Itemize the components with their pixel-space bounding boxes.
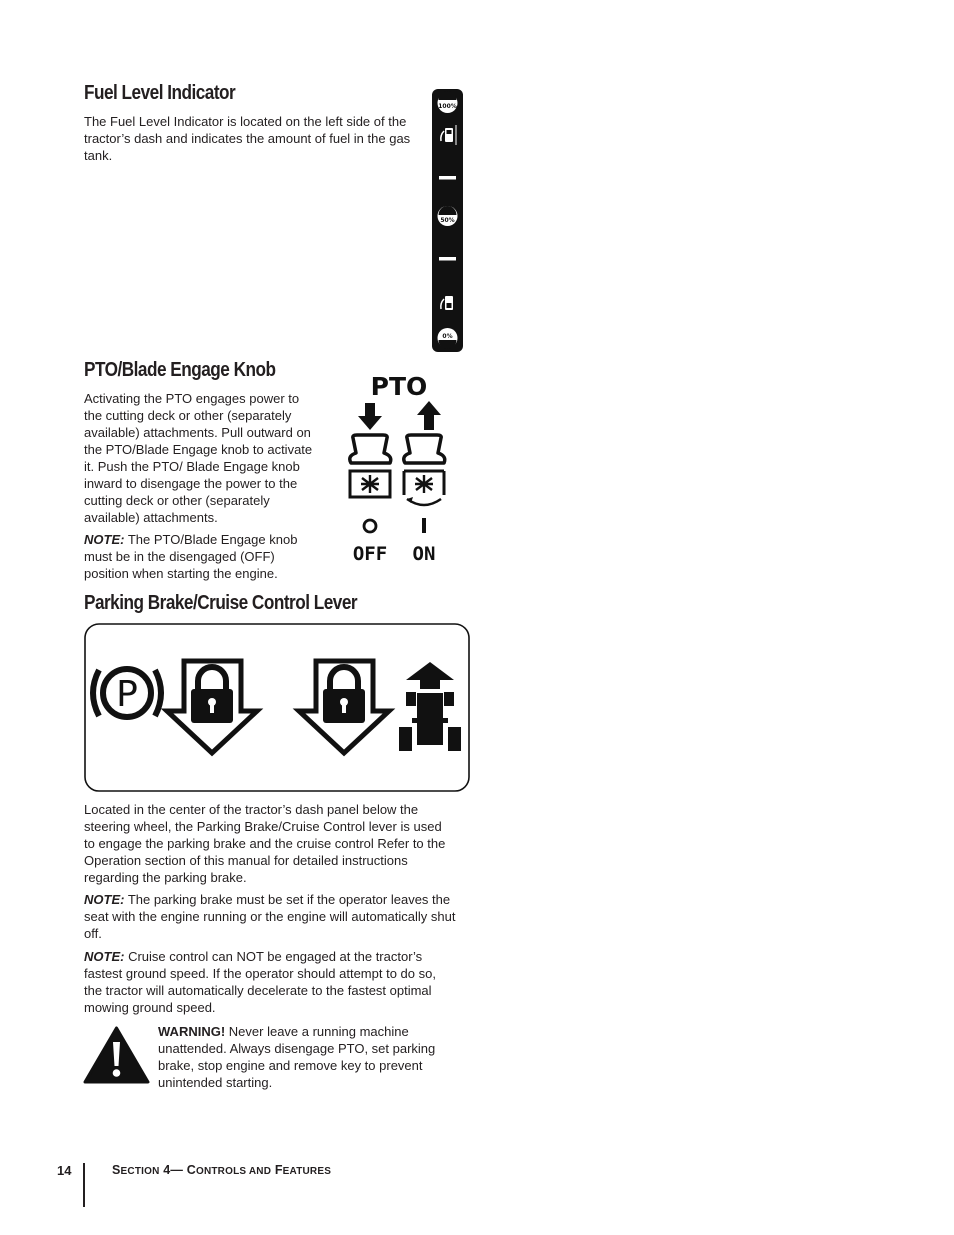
half-tank-icon [438,206,458,226]
pto-section-title: PTO/Blade Engage Knob [84,359,276,381]
fuel-section-body: The Fuel Level Indicator is located on the left side of the tractor’s dash and indicates the amount of fuel in the gas tank. [84,114,411,163]
arrow-up-icon [417,401,441,430]
brake-note-2-text: Cruise control can NOT be engaged at the tractor’s fastest ground speed. If the operator should attempt to do so, the tractor will automatically decelerate to the fastest optimal mowing ground speed. [84,949,436,1015]
pto-off-label: OFF [352,543,388,565]
parking-brake-decal [84,623,470,792]
warning-body: Never leave a running machine unattended. Always disengage PTO, set parking brake, stop engine and remove key to prevent unintended starting. [158,1024,436,1090]
warning-label: WARNING! [158,1024,226,1039]
warning-icon [83,1026,150,1084]
brake-note-2 [84,948,456,1016]
footer-ontrols: ONTROLS AND [195,1166,272,1177]
brake-section-body: Located in the center of the tractor’s dash panel below the steering wheel, the Parking Brake/Cruise Control lever is used to engage the parking brake and the cruise control Refer to the Operation section of this manual for detailed instructions regarding the parking brake. [84,802,446,885]
warning-text [158,1023,448,1091]
pto-note-label: NOTE: [84,532,125,547]
pto-on-symbol [422,518,426,533]
pto-knob-on-icon [404,435,445,505]
pto-section-body: Activating the PTO engages power to the cutting deck or other (separately available) attachments. Pull outward on the PTO/Blade Engage knob to activate it. Push the PTO/ Blade Engage knob inward to disengage the power to the cutting deck or other (separately available) attachments. [84,391,313,525]
footer-section-number: 4— [159,1163,187,1177]
fuel-section-title: Fuel Level Indicator [84,82,236,104]
pto-knob-off-icon [350,435,391,497]
brake-note-1-label: NOTE: [84,892,125,907]
arrow-down-icon [358,403,382,430]
footer-f: F [271,1163,283,1177]
pto-decal-title: PTO [370,372,428,401]
footer-c: C [186,1163,196,1177]
brake-section-title: Parking Brake/Cruise Control Lever [84,592,358,614]
brake-note-1 [84,891,456,942]
brake-note-1-text: The parking brake must be set if the operator leaves the seat with the engine running or the engine will automatically shut off. [84,892,456,941]
footer-section-title [112,1163,331,1177]
fuel-empty-label: 0% [442,333,453,340]
pto-note-text: The PTO/Blade Engage knob must be in the disengaged (OFF) position when starting the engine. [84,532,298,581]
pto-decal [343,368,458,568]
parking-brake-letter: P [116,674,138,715]
fuel-full-label: 100% [438,103,457,110]
page-number: 14 [57,1163,72,1178]
fuel-half-label: 50% [440,217,455,224]
pto-on-label: ON [412,543,436,565]
footer-ection: ECTION [120,1166,160,1177]
pto-note [84,531,304,582]
brake-note-2-label: NOTE: [84,949,125,964]
footer-eatures: EATURES [282,1166,332,1177]
pto-off-symbol [364,520,376,532]
footer-s: S [112,1163,121,1177]
level-mark-icon [439,176,456,180]
footer-divider [83,1163,85,1207]
level-mark-icon [439,257,456,261]
fuel-gauge-decal [432,89,463,352]
